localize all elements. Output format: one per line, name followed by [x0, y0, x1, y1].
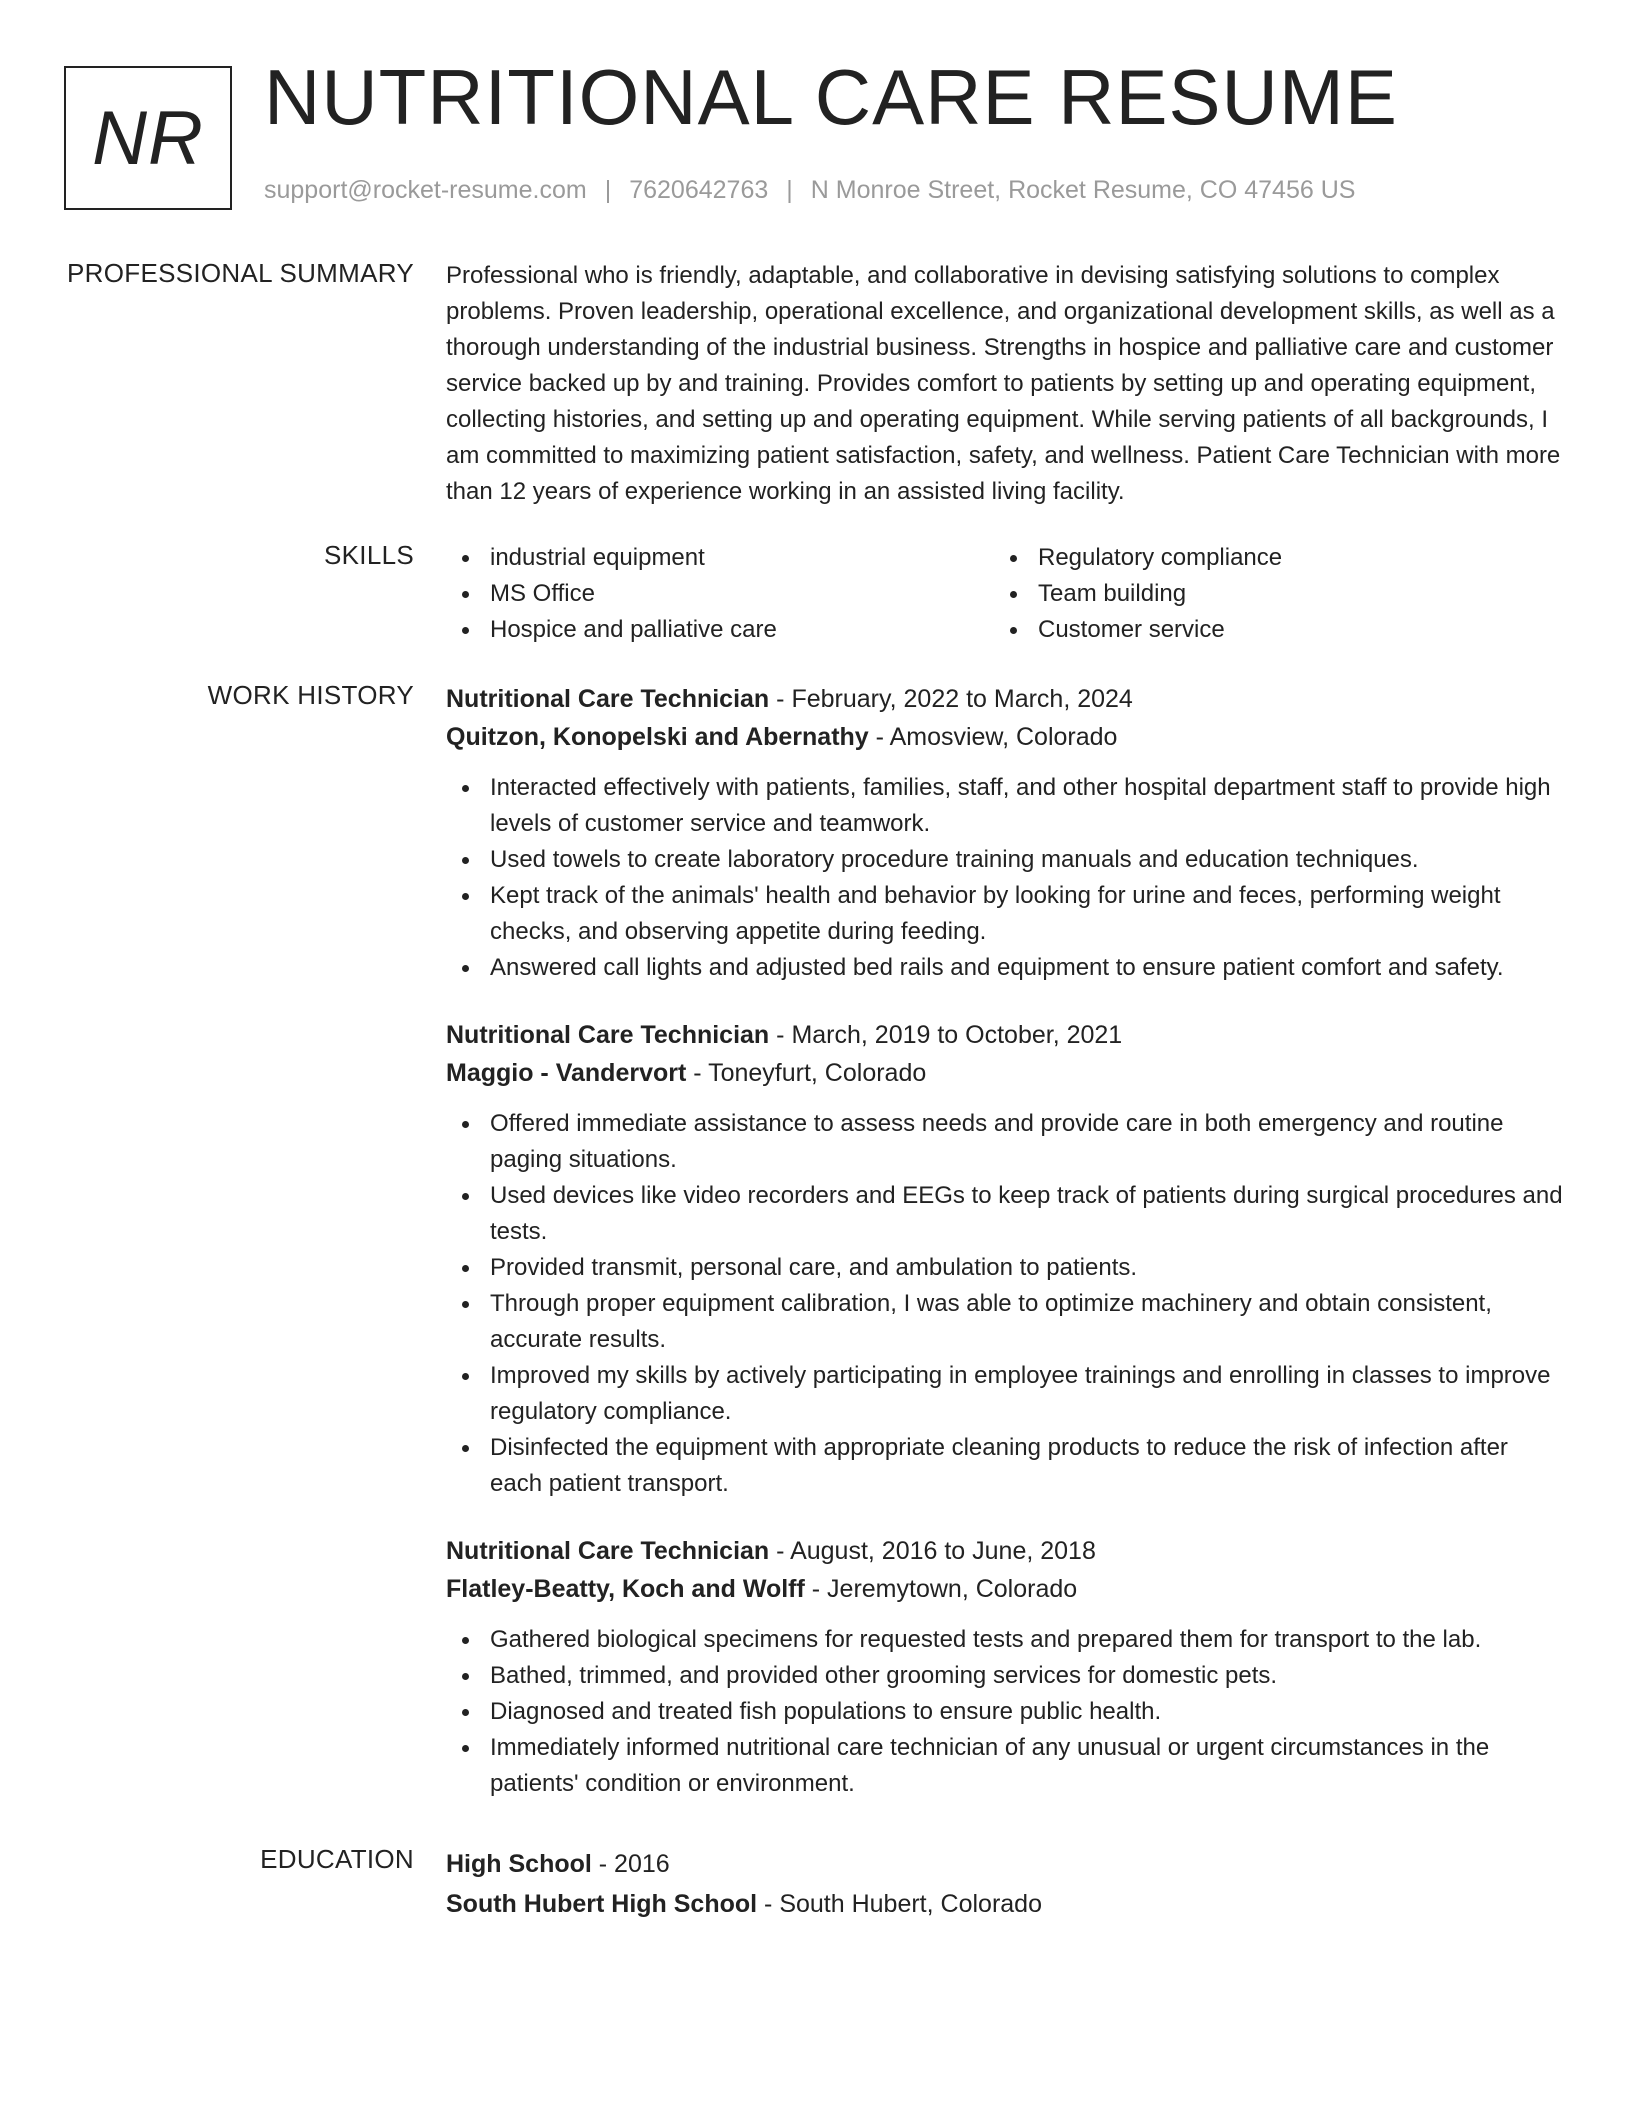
job-bullet: Through proper equipment calibration, I was able to optimize machinery and obtain consistent, accurate results. [446, 1286, 1564, 1358]
job-bullets [446, 770, 1564, 986]
contact-phone[interactable]: 7620642763 [629, 176, 769, 204]
work-history-label: WORK HISTORY [207, 680, 414, 710]
summary-text: Professional who is friendly, adaptable, and collaborative in devising satisfying solutions to complex problems. Proven leadership, operational excellence, and organizational development skills, as well as a thorough understanding of the industrial business. Strengths in hospice and palliative care and customer service backed up by and training. Provides comfort to patients by setting up and operating equipment, collecting histories, and setting up and operating equipment. While serving patients of all backgrounds, I am committed to maximizing patient satisfaction, safety, and wellness. Patient Care Technician with more than 12 years of experience working in an assisted living facility. [446, 262, 1561, 505]
initials-text: NR [92, 95, 204, 181]
summary-label: PROFESSIONAL SUMMARY [67, 258, 414, 288]
skill-item: Customer service [994, 612, 1542, 648]
skill-item: Regulatory compliance [994, 540, 1542, 576]
skill-item: MS Office [446, 576, 994, 612]
job-dates: - March, 2019 to October, 2021 [776, 1021, 1123, 1049]
job-title: Nutritional Care Technician [446, 1021, 770, 1049]
education-school: South Hubert High School [446, 1890, 758, 1918]
contact-address: N Monroe Street, Rocket Resume, CO 47456 US [810, 176, 1356, 204]
skill-item: Team building [994, 576, 1542, 612]
job-bullet: Gathered biological specimens for requested tests and prepared them for transport to the lab. [446, 1622, 1564, 1658]
job-bullet: Offered immediate assistance to assess needs and provide care in both emergency and routine paging situations. [446, 1106, 1564, 1178]
contact-separator: | [786, 176, 793, 204]
job-bullet: Provided transmit, personal care, and ambulation to patients. [446, 1250, 1564, 1286]
job-company: Maggio - Vandervort [446, 1059, 687, 1087]
job-title: Nutritional Care Technician [446, 1537, 770, 1565]
job-company-line [446, 1054, 1564, 1092]
skill-item: industrial equipment [446, 540, 994, 576]
education-label: EDUCATION [260, 1844, 414, 1874]
job-bullet: Used towels to create laboratory procedure training manuals and education techniques. [446, 842, 1564, 878]
job-bullet: Interacted effectively with patients, families, staff, and other hospital department staff to provide high levels of customer service and teamwork. [446, 770, 1564, 842]
skills-list-left [446, 540, 994, 648]
job-dates: - August, 2016 to June, 2018 [776, 1537, 1096, 1565]
job-bullet: Immediately informed nutritional care technician of any unusual or urgent circumstances in the patients' condition or environment. [446, 1730, 1564, 1802]
skills-list-right [994, 540, 1542, 648]
contact-line [264, 176, 1355, 205]
job-location: - Jeremytown, Colorado [811, 1575, 1078, 1603]
education-location: - South Hubert, Colorado [764, 1890, 1042, 1918]
job-bullets [446, 1622, 1564, 1802]
education-degree-line [446, 1844, 1564, 1884]
job-title-line [446, 680, 1564, 718]
resume-title: NUTRITIONAL CARE RESUME [264, 53, 1398, 141]
job-location: - Amosview, Colorado [875, 723, 1118, 751]
job-bullets [446, 1106, 1564, 1502]
job-title: Nutritional Care Technician [446, 685, 770, 713]
job-company: Quitzon, Konopelski and Abernathy [446, 723, 869, 751]
skill-item: Hospice and palliative care [446, 612, 994, 648]
job-bullet: Used devices like video recorders and EEGs to keep track of patients during surgical procedures and tests. [446, 1178, 1564, 1250]
job-title-line [446, 1532, 1564, 1570]
job-bullet: Disinfected the equipment with appropriate cleaning products to reduce the risk of infection after each patient transport. [446, 1430, 1564, 1502]
initials-monogram [64, 66, 232, 210]
job-company-line [446, 1570, 1564, 1608]
job-bullet: Bathed, trimmed, and provided other grooming services for domestic pets. [446, 1658, 1564, 1694]
contact-email[interactable]: support@rocket-resume.com [264, 176, 587, 204]
job-bullet: Kept track of the animals' health and behavior by looking for urine and feces, performing weight checks, and observing appetite during feeding. [446, 878, 1564, 950]
job-entry [446, 1532, 1564, 1802]
contact-separator: | [604, 176, 612, 204]
job-bullet: Improved my skills by actively participating in employee trainings and enrolling in classes to improve regulatory compliance. [446, 1358, 1564, 1430]
job-company-line [446, 718, 1564, 756]
job-title-line [446, 1016, 1564, 1054]
education-year: - 2016 [598, 1850, 670, 1878]
job-bullet: Diagnosed and treated fish populations to ensure public health. [446, 1694, 1564, 1730]
job-entry [446, 680, 1564, 986]
job-entry [446, 1016, 1564, 1502]
job-dates: - February, 2022 to March, 2024 [776, 685, 1133, 713]
education-school-line [446, 1884, 1564, 1924]
job-bullet: Answered call lights and adjusted bed rails and equipment to ensure patient comfort and safety. [446, 950, 1564, 986]
skills-label: SKILLS [324, 540, 414, 570]
education-degree: High School [446, 1850, 592, 1878]
job-location: - Toneyfurt, Colorado [693, 1059, 927, 1087]
job-company: Flatley-Beatty, Koch and Wolff [446, 1575, 805, 1603]
